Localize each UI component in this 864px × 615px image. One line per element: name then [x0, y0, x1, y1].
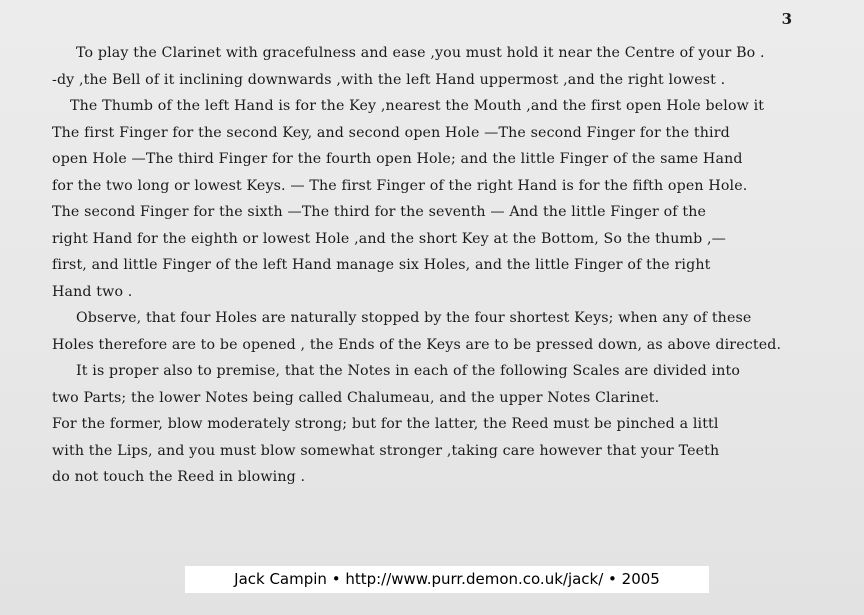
text-line: open Hole —The third Finger for the fourth open Hole; and the little Finger of the same Hand [52, 151, 743, 167]
text-line: do not touch the Reed in blowing . [52, 469, 306, 485]
text-line: The second Finger for the sixth —The third for the seventh — And the little Finger of the [52, 204, 707, 220]
text-line: It is proper also to premise, that the Notes in each of the following Scales are divided into [76, 363, 741, 379]
credit-footer: Jack Campin • http://www.purr.demon.co.uk/jack/ • 2005 [185, 566, 709, 593]
text-line: To play the Clarinet with gracefulness and ease ,you must hold it near the Centre of your Bo . [76, 45, 765, 61]
text-line: right Hand for the eighth or lowest Hole ,and the short Key at the Bottom, So the thumb ,— [52, 230, 727, 247]
text-line: Holes therefore are to be opened , the Ends of the Keys are to be pressed down, as above directed. [52, 336, 782, 353]
text-line: The Thumb of the left Hand is for the Key ,nearest the Mouth ,and the first open Hole below it [70, 98, 765, 114]
text-line: The first Finger for the second Key, and second open Hole —The second Finger for the third [52, 124, 730, 141]
text-line: with the Lips, and you must blow somewhat stronger ,taking care however that your Teeth [52, 442, 720, 459]
text-line: two Parts; the lower Notes being called Chalumeau, and the upper Notes Clarinet. [52, 389, 660, 406]
text-line: Hand two . [52, 283, 133, 300]
text-line: For the former, blow moderately strong; but for the latter, the Reed must be pinched a littl [52, 416, 719, 432]
text-line: -dy ,the Bell of it inclining downwards ,with the left Hand uppermost ,and the right lowest . [52, 71, 726, 88]
text-line: first, and little Finger of the left Hand manage six Holes, and the little Finger of the right [52, 257, 711, 273]
body-text [52, 40, 822, 491]
text-line: Observe, that four Holes are naturally stopped by the four shortest Keys; when any of these [76, 310, 752, 326]
page-number: 3 [781, 10, 792, 28]
text-line: for the two long or lowest Keys. — The first Finger of the right Hand is for the fifth open Hole. [52, 177, 748, 194]
